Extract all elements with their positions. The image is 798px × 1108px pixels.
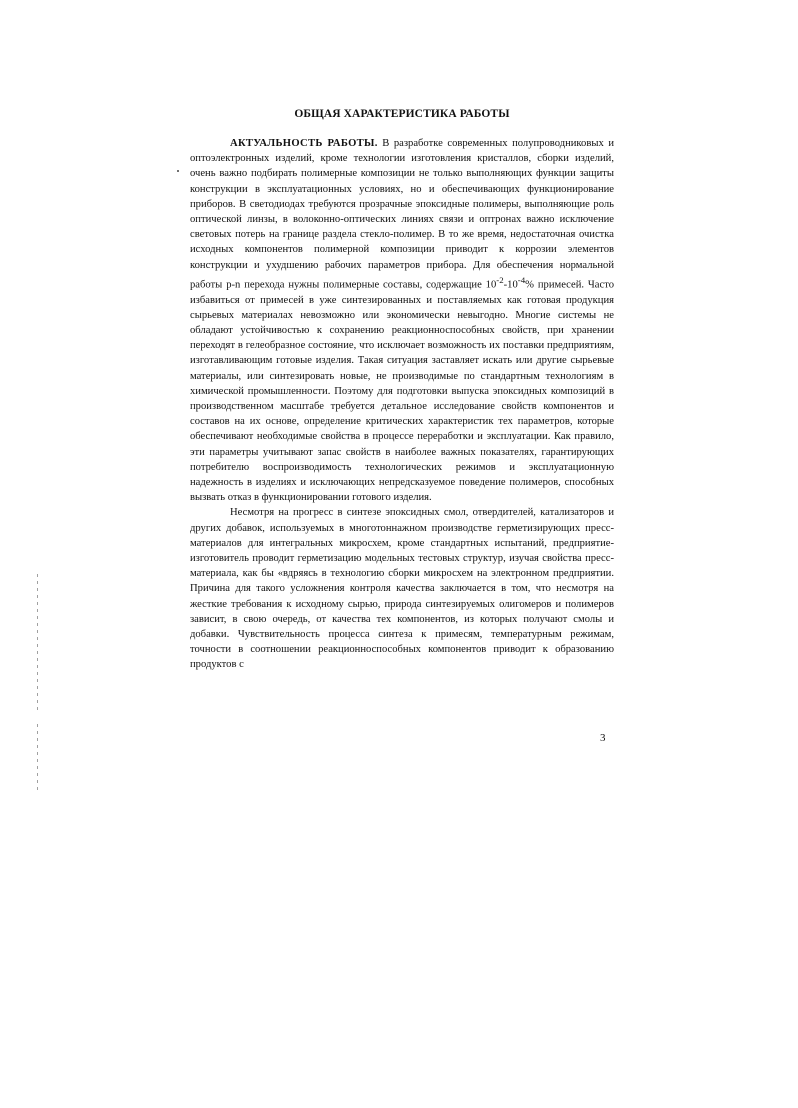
- scan-margin-mark: [37, 574, 38, 714]
- page-number: 3: [600, 732, 606, 744]
- relevance-heading: АКТУАЛЬНОСТЬ РАБОТЫ.: [230, 138, 378, 149]
- document-title: ОБЩАЯ ХАРАКТЕРИСТИКА РАБОТЫ: [294, 108, 510, 120]
- paragraph-text: % примесей. Часто избавиться от примесей в уже синтезированных и поставляемых как готовая продукция сырьевых материалах невозможно или экономически невыгодно. Многие системы не обладают устойчивостью к сохранению реакционноспособных свойств, при хранении переходят в гелеобразное состояние, что исключает возможность их поставки предприятиям, изготавливающим готовые изделия. Такая ситуация заставляет искать или другие сырьевые материалы, или синтезировать новые, не производимые по стандартным технологиям в химической промышленности. Поэтому для подготовки выпуска эпоксидных композиций в производственном масштабе требуется детальное исследование свойств компонентов и составов на их основе, определение критических характеристик тех параметров, которые обеспечивают необходимые свойства в процессе переработки и эксплуатации. Как правило, эти параметры учитывают запас свойств в наиболее важных показателях, гарантирующих потребителю воспроизводимость технологических режимов и эксплуатационную надежность в изделиях и исключающих непредсказуемое поведение полимеров, способных вызвать отказ в функционировании готового изделия.: [190, 279, 614, 504]
- scan-speck: [177, 170, 179, 172]
- paragraph-progress: Несмотря на прогресс в синтезе эпоксидных смол, отвердителей, катализаторов и других добавок, используемых в многотоннажном производстве герметизирующих пресс-материалов для интегральных микросхем, кроме стандартных испытаний, предприятие-изготовитель проводит герметизацию модельных тестовых структур, изучая свойства пресс-материала, как бы «вдряясь в технологию сборки микросхем на электронном предприятии. Причина для такого усложнения контроля качества заключается в том, что несмотря на жесткие требования к исходному сырью, природа синтезируемых олигомеров и полимеров зависит, в свою очередь, от качества тех компонентов, из которых получают смолы и добавки. Чувствительность процесса синтеза к примесям, температурным режимам, точности в соотношении реакционноспособных компонентов приводит к образованию продуктов с: [190, 507, 614, 671]
- paragraph-text: -10: [503, 279, 518, 291]
- scan-margin-mark: [37, 724, 38, 794]
- exponent: -2: [496, 274, 504, 285]
- body-text: [190, 136, 614, 673]
- exponent: -4: [517, 274, 526, 285]
- paragraph-text: В разработке современных полупроводниковых и оптоэлектронных изделий, кроме технологии изготовления кристаллов, сборки изделий, очень важно подбирать полимерные композиции не только выполняющих функции защиты конструкции в эксплуатационных условиях, но и обеспечивающих функционирование приборов. В светодиодах требуются прозрачные эпоксидные полимеры, выполняющие роль оптической линзы, в волоконно-оптических линиях связи и оптронах важно исключение световых потерь на границе раздела стекло-полимер. В то же время, недостаточная очистка исходных компонентов полимерной композиции приводит к коррозии элементов конструкции и ухудшению рабочих параметров прибора. Для обеспечения нормальной работы p-n перехода нужны полимерные составы, содержащие 10: [190, 138, 614, 291]
- paragraph-relevance: [190, 136, 614, 505]
